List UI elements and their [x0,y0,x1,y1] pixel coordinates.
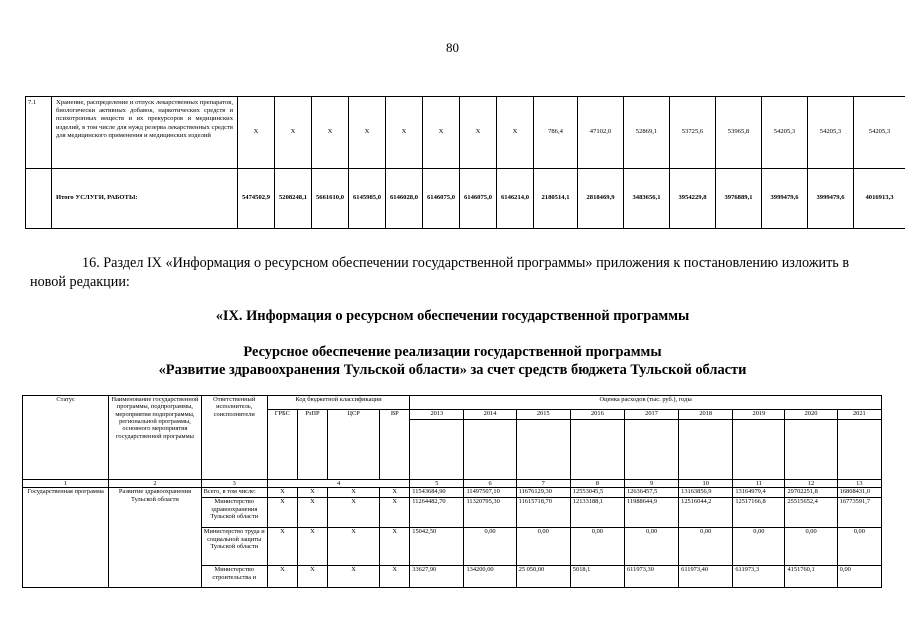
value-cell: 0,00 [516,528,570,566]
value-cell: 25515652,4 [785,498,837,528]
total-value: 3999479,6 [808,169,854,229]
value-cell: 0,00 [624,528,678,566]
section-heading: «IX. Информация о ресурсном обеспечении государственной программы [215,308,690,324]
value-cell: 12553045,5 [570,488,624,498]
services-table [25,96,905,229]
value-cell: 11543684,90 [410,488,464,498]
value-cell: 29702251,8 [785,488,837,498]
value-cell: 16808431,0 [837,488,881,498]
x-mark: Х [497,97,534,169]
value-cell: 11676129,30 [516,488,570,498]
table-row-total [26,169,905,229]
row-description: Хранение, распределение и отпуск лекарственных препаратов, биологически активных добавок, наркотических средств и психотропных веществ и их прекурсоров и медицинских изделий, в том числе для нужд резерва лекарственных средств для медицинского применения и медицинских изделий [52,97,238,169]
x-mark: Х [460,97,497,169]
value-cell: 53725,6 [670,97,716,169]
total-label: Итого УСЛУГИ, РАБОТЫ: [52,169,238,229]
value-cell: 5018,1 [570,566,624,588]
col-number: 6 [464,480,516,488]
total-value: 6146028,0 [386,169,423,229]
table-title-line2: «Развитие здравоохранения Тульской области» за счет средств бюджета Тульской области [158,362,747,378]
value-cell: 52869,1 [624,97,670,169]
value-cell: 0,00 [733,528,785,566]
value-cell: 0,00 [570,528,624,566]
code-cell: Х [297,528,327,566]
value-cell: 53965,8 [716,97,762,169]
col-number: 2 [109,480,201,488]
value-cell: 0,00 [837,566,881,588]
year-header: 2018 [679,410,733,420]
col-number: 11 [733,480,785,488]
col-header-status: Статус [23,396,109,480]
col-header-name: Наименование государственной программы, подпрограммы, мероприятия подпрограммы, региональной программы, основного мероприятия государственной программы [109,396,201,480]
total-value: 3483656,1 [624,169,670,229]
code-cell: Х [267,566,297,588]
year-header: 2020 [785,410,837,420]
total-value: 4016913,3 [854,169,905,229]
year-header: 2016 [570,410,624,420]
value-cell: 611973,30 [624,566,678,588]
value-cell: 11264482,70 [410,498,464,528]
table-row [26,97,905,169]
col-number: 10 [679,480,733,488]
total-value: 5208248,1 [275,169,312,229]
value-cell: 54205,3 [854,97,905,169]
value-cell: 13163856,9 [679,488,733,498]
code-cell: Х [328,566,380,588]
value-cell: 13164979,4 [733,488,785,498]
value-cell: 11615718,70 [516,498,570,528]
total-value: 3976889,1 [716,169,762,229]
col-header-executor: Ответственный исполнитель, соисполнители [201,396,267,480]
code-cell: Х [297,488,327,498]
x-mark: Х [312,97,349,169]
x-mark: Х [349,97,386,169]
executor-cell: Министерство здравоохранения Тульской области [201,498,267,528]
executor-cell: Министерство труда и социальной защиты Тульской области [201,528,267,566]
value-cell: 12133188,1 [570,498,624,528]
total-value: 5661610,0 [312,169,349,229]
col-number: 13 [837,480,881,488]
value-cell: 12516044,2 [679,498,733,528]
x-mark: Х [238,97,275,169]
code-cell: Х [297,498,327,528]
row-number: 7.1 [26,97,52,169]
code-cell: Х [380,488,410,498]
year-header: 2015 [516,410,570,420]
x-mark: Х [275,97,312,169]
value-cell: 12517166,8 [733,498,785,528]
table-row [23,488,882,498]
total-value: 3999479,6 [762,169,808,229]
value-cell: 47102,0 [578,97,624,169]
header-row [23,396,882,410]
col-number: 8 [570,480,624,488]
total-value: 2180514,1 [534,169,578,229]
col-number: 5 [410,480,464,488]
year-header: 2013 [410,410,464,420]
value-cell: 0,00 [785,528,837,566]
code-cell: Х [328,528,380,566]
x-mark: Х [386,97,423,169]
page-number: 80 [446,40,459,55]
value-cell: 11988644,9 [624,498,678,528]
value-cell: 15042,50 [410,528,464,566]
table-title-line1: Ресурсное обеспечение реализации государственной программы [243,344,662,360]
x-mark: Х [423,97,460,169]
value-cell: 25 050,00 [516,566,570,588]
empty-cell [26,169,52,229]
value-cell: 33627,90 [410,566,464,588]
status-cell: Государственная программа [23,488,109,588]
value-cell: 0,00 [679,528,733,566]
numbering-row [23,480,882,488]
year-header: 2017 [624,410,678,420]
code-cell: Х [380,498,410,528]
year-header: 2021 [837,410,881,420]
total-value: 6146075,0 [423,169,460,229]
program-name-cell: Развитие здравоохранения Тульской области [109,488,201,588]
col-number: 7 [516,480,570,488]
value-cell: 4151760,1 [785,566,837,588]
col-number: 4 [267,480,409,488]
code-cell: Х [267,528,297,566]
col-header-budget-code: Код бюджетной классификации [267,396,409,410]
col-number: 3 [201,480,267,488]
value-cell: 0,00 [837,528,881,566]
value-cell: 54205,3 [808,97,854,169]
code-cell: Х [380,528,410,566]
value-cell: 12636457,5 [624,488,678,498]
col-header-csr: ЦСР [328,410,380,480]
col-number: 1 [23,480,109,488]
code-cell: Х [328,498,380,528]
value-cell: 54205,3 [762,97,808,169]
code-cell: Х [328,488,380,498]
total-value: 2818469,9 [578,169,624,229]
col-number: 12 [785,480,837,488]
value-cell: 134200,00 [464,566,516,588]
year-header: 2019 [733,410,785,420]
resource-table [22,395,882,588]
code-cell: Х [267,498,297,528]
code-cell: Х [267,488,297,498]
year-header: 2014 [464,410,516,420]
total-value: 6146214,0 [497,169,534,229]
col-header-rzpr: РзПР [297,410,327,480]
executor-cell: Всего, в том числе: [201,488,267,498]
value-cell: 11320795,30 [464,498,516,528]
value-cell: 786,4 [534,97,578,169]
executor-cell: Министерство строительства и [201,566,267,588]
total-value: 3954229,8 [670,169,716,229]
code-cell: Х [380,566,410,588]
value-cell: 611973,40 [679,566,733,588]
col-header-vr: ВР [380,410,410,480]
value-cell: 611973,3 [733,566,785,588]
total-value: 6146075,0 [460,169,497,229]
code-cell: Х [297,566,327,588]
value-cell: 11497507,10 [464,488,516,498]
total-value: 5474502,9 [238,169,275,229]
col-header-grbs: ГРБС [267,410,297,480]
value-cell: 0,00 [464,528,516,566]
col-header-estimate: Оценка расходов (тыс. руб.), годы [410,396,882,410]
total-value: 6145985,0 [349,169,386,229]
amendment-paragraph: 16. Раздел IX «Информация о ресурсном обеспечении государственной программы» приложения к постановлению изложить в новой редакции: [30,255,850,290]
col-number: 9 [624,480,678,488]
value-cell: 16773591,7 [837,498,881,528]
